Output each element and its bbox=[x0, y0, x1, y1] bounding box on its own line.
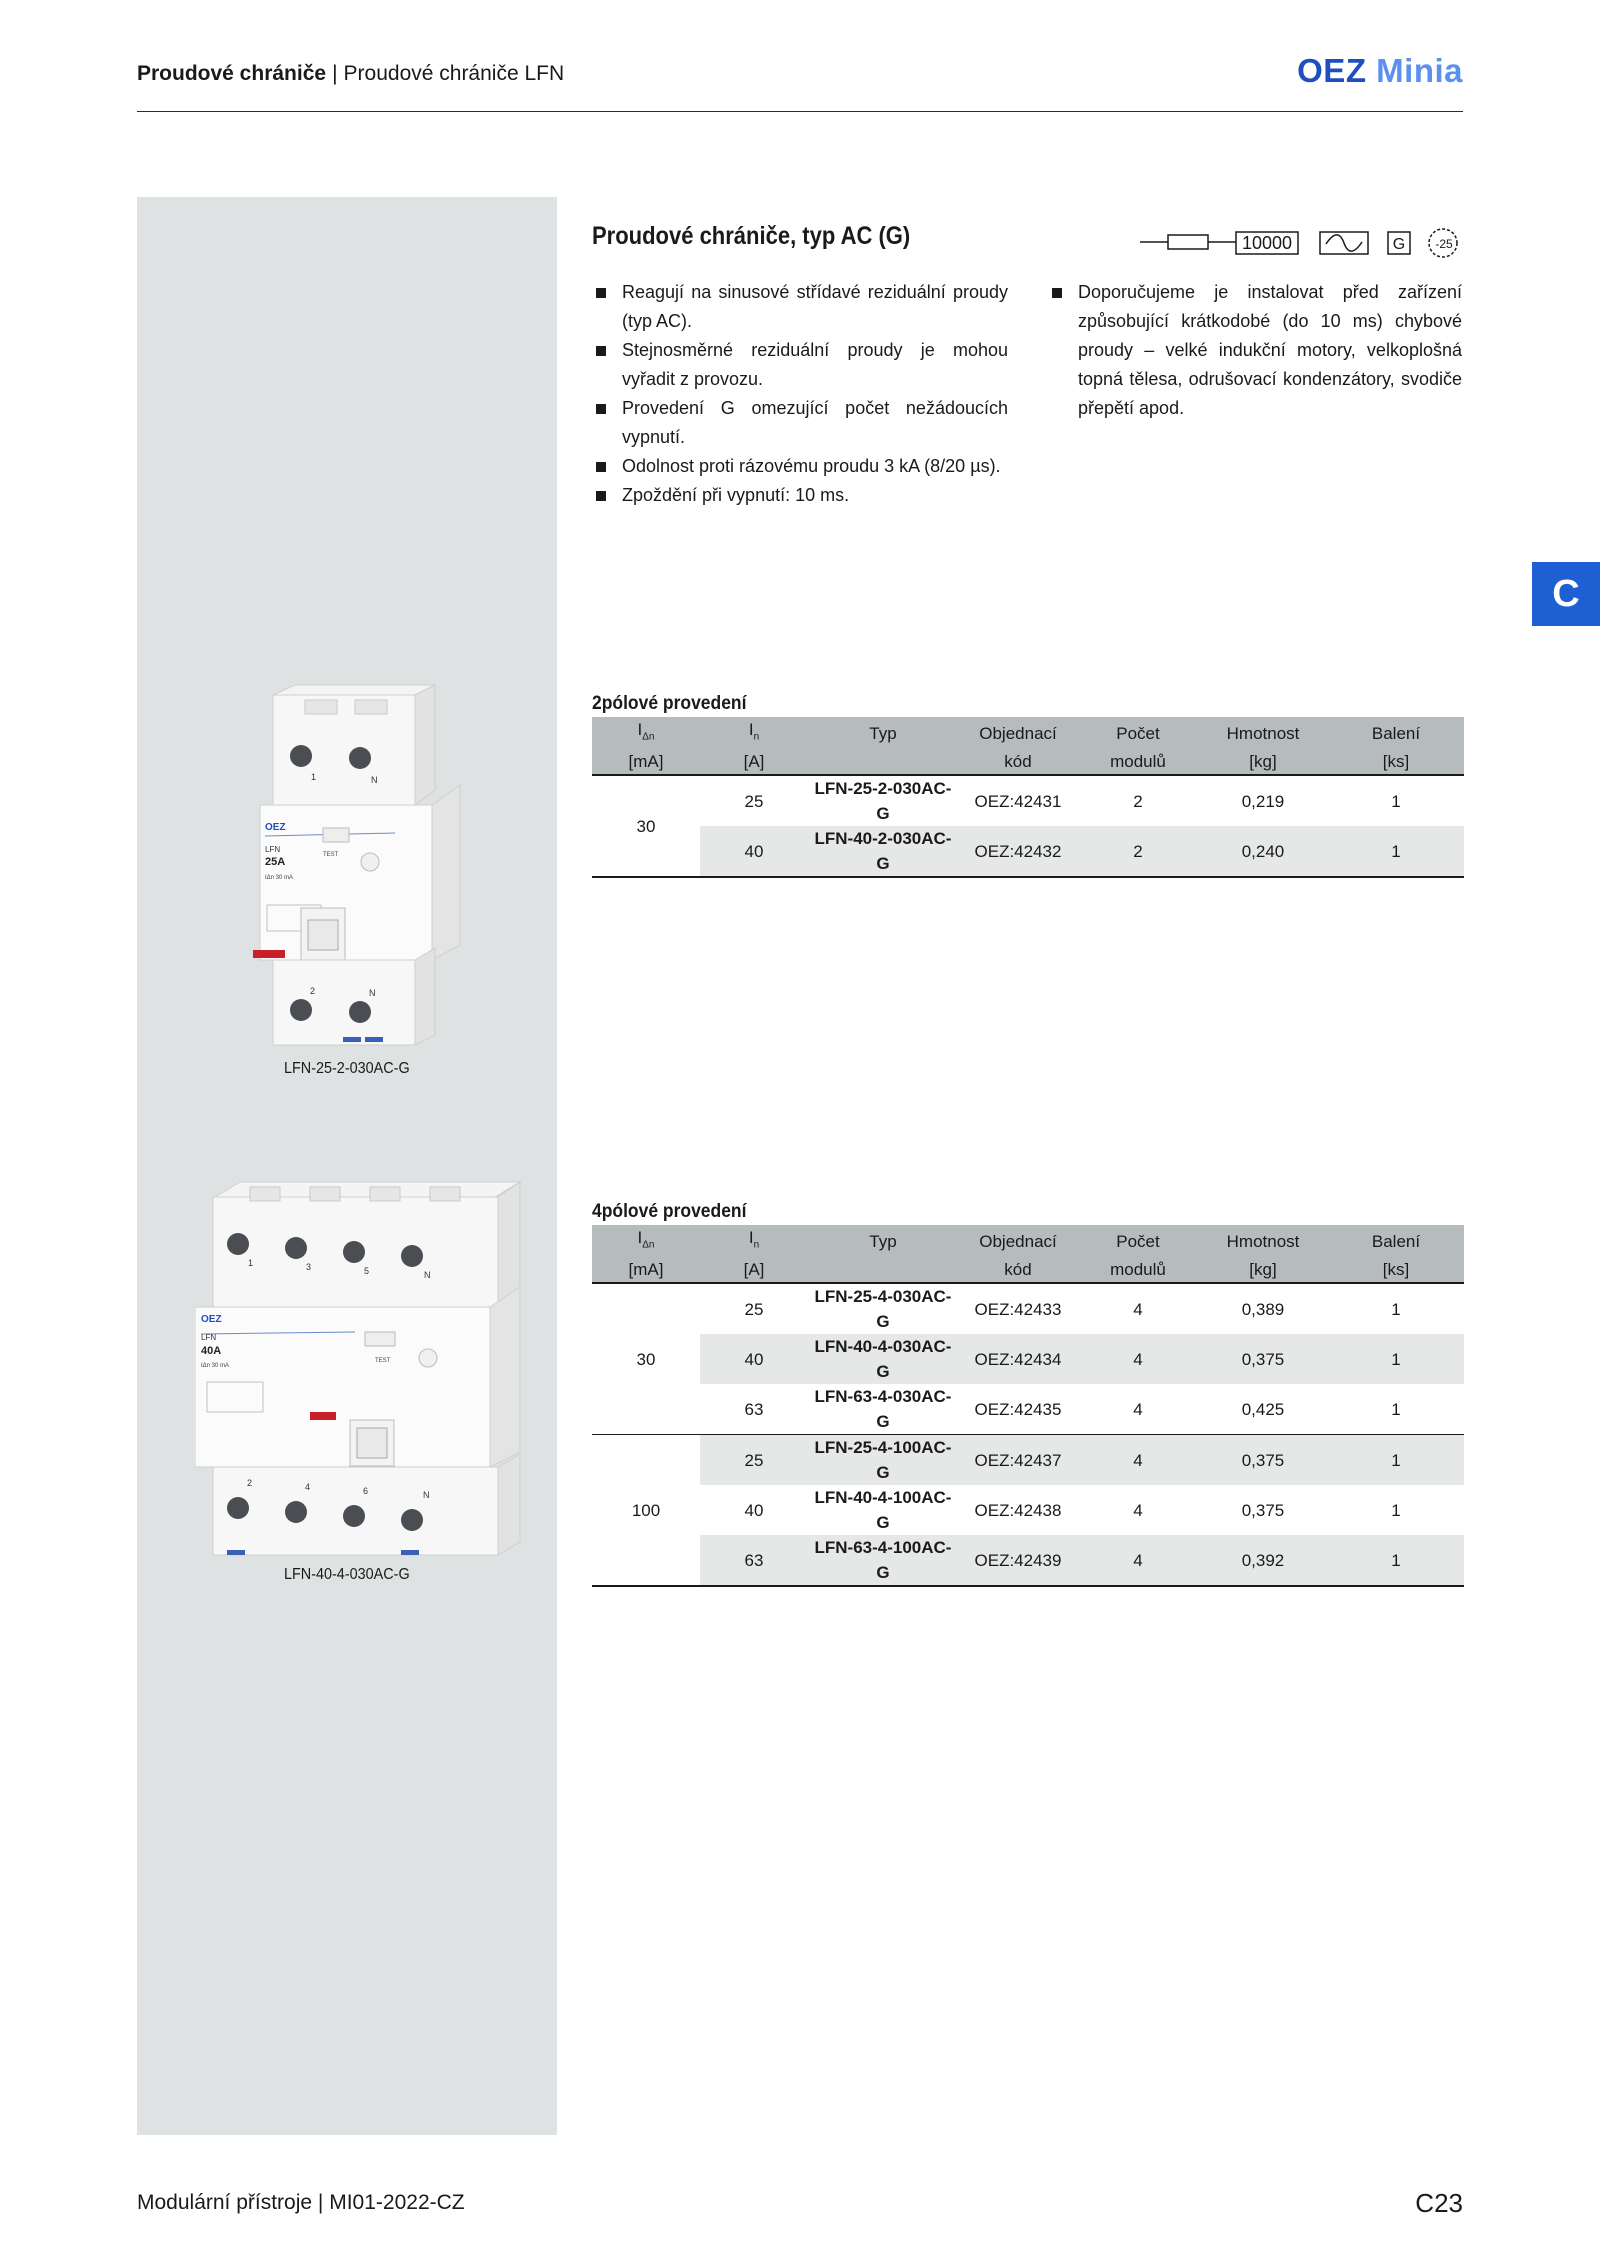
features-left bbox=[592, 278, 1008, 510]
spec-table-2pole bbox=[592, 717, 1464, 878]
footer-doc-code: MI01-2022-CZ bbox=[329, 2191, 465, 2214]
terminal-label: 1 bbox=[311, 772, 317, 782]
table-4pole bbox=[592, 1201, 1464, 1587]
device-rating: 40A bbox=[201, 1345, 222, 1357]
breadcrumb-subsection: Proudové chrániče LFN bbox=[343, 62, 565, 85]
cell-weight: 0,392 bbox=[1198, 1535, 1328, 1586]
terminal-label: 6 bbox=[363, 1486, 369, 1496]
sidebar-panel bbox=[137, 197, 557, 2135]
cell-in: 63 bbox=[744, 1399, 764, 1419]
col-header-code: Objednací bbox=[958, 1225, 1078, 1257]
cell-weight: 0,375 bbox=[1198, 1334, 1328, 1384]
col-header-modules: Počet bbox=[1078, 1225, 1198, 1257]
terminal-label: 1 bbox=[248, 1258, 254, 1268]
col-unit: [A] bbox=[700, 749, 808, 775]
table-row bbox=[592, 1334, 1464, 1384]
fuse-icon bbox=[1140, 235, 1236, 249]
terminal-label: N bbox=[424, 1270, 431, 1280]
cell-in: 40 bbox=[744, 1500, 764, 1520]
capacity-value: 10000 bbox=[1241, 233, 1293, 253]
table-title: 2pólové provedení bbox=[592, 693, 747, 714]
col-header-code: Objednací bbox=[958, 717, 1078, 749]
col-unit: [ks] bbox=[1328, 1257, 1464, 1283]
group-idn: 30 bbox=[592, 1283, 700, 1435]
cell-type: LFN-40-4-030AC-G bbox=[808, 1334, 958, 1384]
col-unit bbox=[808, 1257, 958, 1283]
terminal-label: N bbox=[369, 988, 376, 998]
table-row bbox=[592, 826, 1464, 877]
group-idn: 30 bbox=[592, 775, 700, 877]
cell-type: LFN-25-4-030AC-G bbox=[814, 1287, 952, 1332]
cell-type: LFN-63-4-100AC-G bbox=[808, 1535, 958, 1586]
cell-modules: 4 bbox=[1133, 1399, 1143, 1419]
cell-type: LFN-40-2-030AC-G bbox=[808, 826, 958, 877]
terminal-label: N bbox=[423, 1490, 430, 1500]
cell-code: OEZ:42434 bbox=[958, 1334, 1078, 1384]
col-header-modules: Počet bbox=[1078, 717, 1198, 749]
terminal-label: 4 bbox=[305, 1482, 311, 1492]
col-header-in: $I_n$ bbox=[700, 1225, 808, 1257]
cell-pack: 1 bbox=[1328, 1535, 1464, 1586]
test-label: TEST bbox=[375, 1358, 391, 1364]
cell-pack: 1 bbox=[1391, 1500, 1401, 1520]
cell-pack: 1 bbox=[1328, 826, 1464, 877]
page-header bbox=[137, 52, 1463, 112]
cell-weight: 0,375 bbox=[1241, 1500, 1285, 1520]
feature-item: Odolnost proti rázovému proudu 3 kA (8/20 µs). bbox=[592, 452, 1008, 481]
cell-weight: 0,240 bbox=[1198, 826, 1328, 877]
table-row bbox=[592, 1435, 1464, 1486]
footer-separator: | bbox=[317, 2191, 324, 2214]
cell-code: OEZ:42437 bbox=[958, 1435, 1078, 1486]
spec-symbols bbox=[1140, 224, 1462, 260]
table-row bbox=[592, 1283, 1464, 1334]
col-header-type: Typ bbox=[808, 717, 958, 749]
cell-weight: 0,219 bbox=[1241, 791, 1285, 811]
product-image-2pole bbox=[235, 680, 475, 1050]
feature-item: Doporučujeme je instalovat před zařízení způsobující krátkodobé (do 10 ms) chybové proudy – velké indukční motory, velkoplošná topná tělesa, odrušovací kondenzátory, svodiče přepětí apod. bbox=[1048, 278, 1462, 423]
terminal-label: N bbox=[371, 775, 378, 785]
table-row bbox=[592, 1384, 1464, 1435]
col-header-pack: Balení bbox=[1328, 717, 1464, 749]
page-footer bbox=[137, 2191, 465, 2215]
col-header-pack: Balení bbox=[1328, 1225, 1464, 1257]
terminal-label: 2 bbox=[247, 1478, 253, 1488]
cell-pack: 1 bbox=[1391, 1299, 1401, 1319]
cell-type: LFN-25-4-100AC-G bbox=[808, 1435, 958, 1486]
col-header-idn: $I_{\Delta n}$ bbox=[592, 1225, 700, 1257]
col-unit: [mA] bbox=[592, 749, 700, 775]
features-right bbox=[1048, 278, 1462, 423]
table-row bbox=[592, 775, 1464, 826]
type-g-label: G bbox=[1392, 236, 1406, 253]
col-header-weight: Hmotnost bbox=[1198, 1225, 1328, 1257]
cell-code: OEZ:42435 bbox=[974, 1399, 1062, 1419]
cell-in: 40 bbox=[700, 1334, 808, 1384]
spec-table-4pole bbox=[592, 1225, 1464, 1587]
cell-type: LFN-40-4-100AC-G bbox=[814, 1488, 952, 1533]
product-caption-4pole: LFN-40-4-030AC-G bbox=[284, 1566, 410, 1583]
breadcrumb-section: Proudové chrániče bbox=[137, 62, 327, 85]
cell-code: OEZ:42433 bbox=[974, 1299, 1062, 1319]
feature-item: Reagují na sinusové střídavé reziduální proudy (typ AC). bbox=[592, 278, 1008, 336]
footer-title: Modulární přístroje bbox=[137, 2191, 313, 2214]
device-sensitivity: IΔn 30 mA bbox=[265, 875, 294, 881]
col-unit bbox=[808, 749, 958, 775]
cell-modules: 4 bbox=[1133, 1299, 1143, 1319]
feature-item: Provedení G omezující počet nežádoucích vypnutí. bbox=[592, 394, 1008, 452]
table-title: 4pólové provedení bbox=[592, 1201, 747, 1222]
cell-code: OEZ:42431 bbox=[974, 791, 1062, 811]
cell-pack: 1 bbox=[1328, 1435, 1464, 1486]
cell-code: OEZ:42439 bbox=[958, 1535, 1078, 1586]
table-row bbox=[592, 1485, 1464, 1535]
col-unit: kód bbox=[958, 1257, 1078, 1283]
cell-modules: 2 bbox=[1133, 791, 1143, 811]
table-row bbox=[592, 1535, 1464, 1586]
group-idn: 100 bbox=[592, 1435, 700, 1587]
device-model: LFN bbox=[201, 1333, 217, 1342]
cell-code: OEZ:42432 bbox=[958, 826, 1078, 877]
cell-type: LFN-25-2-030AC-G bbox=[814, 779, 952, 824]
cell-pack: 1 bbox=[1391, 1399, 1401, 1419]
sine-wave-icon bbox=[1320, 232, 1368, 254]
cell-in: 40 bbox=[700, 826, 808, 877]
cell-modules: 2 bbox=[1078, 826, 1198, 877]
brand-oez: OEZ bbox=[1297, 52, 1367, 89]
col-unit: [A] bbox=[700, 1257, 808, 1283]
cell-in: 25 bbox=[744, 1299, 764, 1319]
col-header-weight: Hmotnost bbox=[1198, 717, 1328, 749]
table-2pole bbox=[592, 693, 1464, 878]
cell-pack: 1 bbox=[1328, 1334, 1464, 1384]
cell-modules: 4 bbox=[1078, 1535, 1198, 1586]
breadcrumb bbox=[137, 62, 564, 86]
col-header-in: $I_n$ bbox=[700, 717, 808, 749]
temperature-value: -25 bbox=[1435, 237, 1453, 251]
product-caption-2pole: LFN-25-2-030AC-G bbox=[284, 1060, 410, 1077]
device-sensitivity: IΔn 30 mA bbox=[201, 1363, 230, 1369]
cell-in: 63 bbox=[700, 1535, 808, 1586]
col-unit: [mA] bbox=[592, 1257, 700, 1283]
device-brand: OEZ bbox=[201, 1314, 222, 1325]
test-label: TEST bbox=[323, 852, 339, 858]
col-unit: modulů bbox=[1078, 749, 1198, 775]
col-header-idn: $I_{\Delta n}$ bbox=[592, 717, 700, 749]
feature-item: Zpoždění při vypnutí: 10 ms. bbox=[592, 481, 1008, 510]
cell-type: LFN-63-4-030AC-G bbox=[814, 1387, 952, 1432]
device-brand: OEZ bbox=[265, 822, 286, 833]
col-unit: kód bbox=[958, 749, 1078, 775]
snowflake-icon bbox=[1429, 229, 1457, 257]
terminal-label: 2 bbox=[310, 986, 316, 996]
cell-code: OEZ:42438 bbox=[974, 1500, 1062, 1520]
cell-modules: 4 bbox=[1133, 1500, 1143, 1520]
col-unit: [ks] bbox=[1328, 749, 1464, 775]
terminal-label: 5 bbox=[364, 1266, 370, 1276]
cell-modules: 4 bbox=[1078, 1435, 1198, 1486]
breadcrumb-separator: | bbox=[332, 62, 338, 85]
cell-weight: 0,375 bbox=[1198, 1435, 1328, 1486]
cell-modules: 4 bbox=[1078, 1334, 1198, 1384]
brand-minia: Minia bbox=[1376, 52, 1463, 89]
cell-in: 25 bbox=[744, 791, 764, 811]
device-rating: 25A bbox=[265, 856, 286, 868]
cell-weight: 0,425 bbox=[1241, 1399, 1285, 1419]
product-image-4pole bbox=[195, 1172, 525, 1558]
feature-item: Stejnosměrné reziduální proudy je mohou vyřadit z provozu. bbox=[592, 336, 1008, 394]
col-unit: [kg] bbox=[1198, 749, 1328, 775]
col-unit: [kg] bbox=[1198, 1257, 1328, 1283]
terminal-label: 3 bbox=[306, 1262, 312, 1272]
page-number: C23 bbox=[1415, 2188, 1463, 2218]
brand-logo bbox=[1297, 52, 1463, 90]
device-model: LFN bbox=[265, 845, 281, 854]
cell-in: 25 bbox=[700, 1435, 808, 1486]
cell-pack: 1 bbox=[1391, 791, 1401, 811]
section-tab: C bbox=[1532, 562, 1600, 626]
cell-weight: 0,389 bbox=[1241, 1299, 1285, 1319]
col-header-type: Typ bbox=[808, 1225, 958, 1257]
product-title: Proudové chrániče, typ AC (G) bbox=[592, 222, 911, 250]
col-unit: modulů bbox=[1078, 1257, 1198, 1283]
